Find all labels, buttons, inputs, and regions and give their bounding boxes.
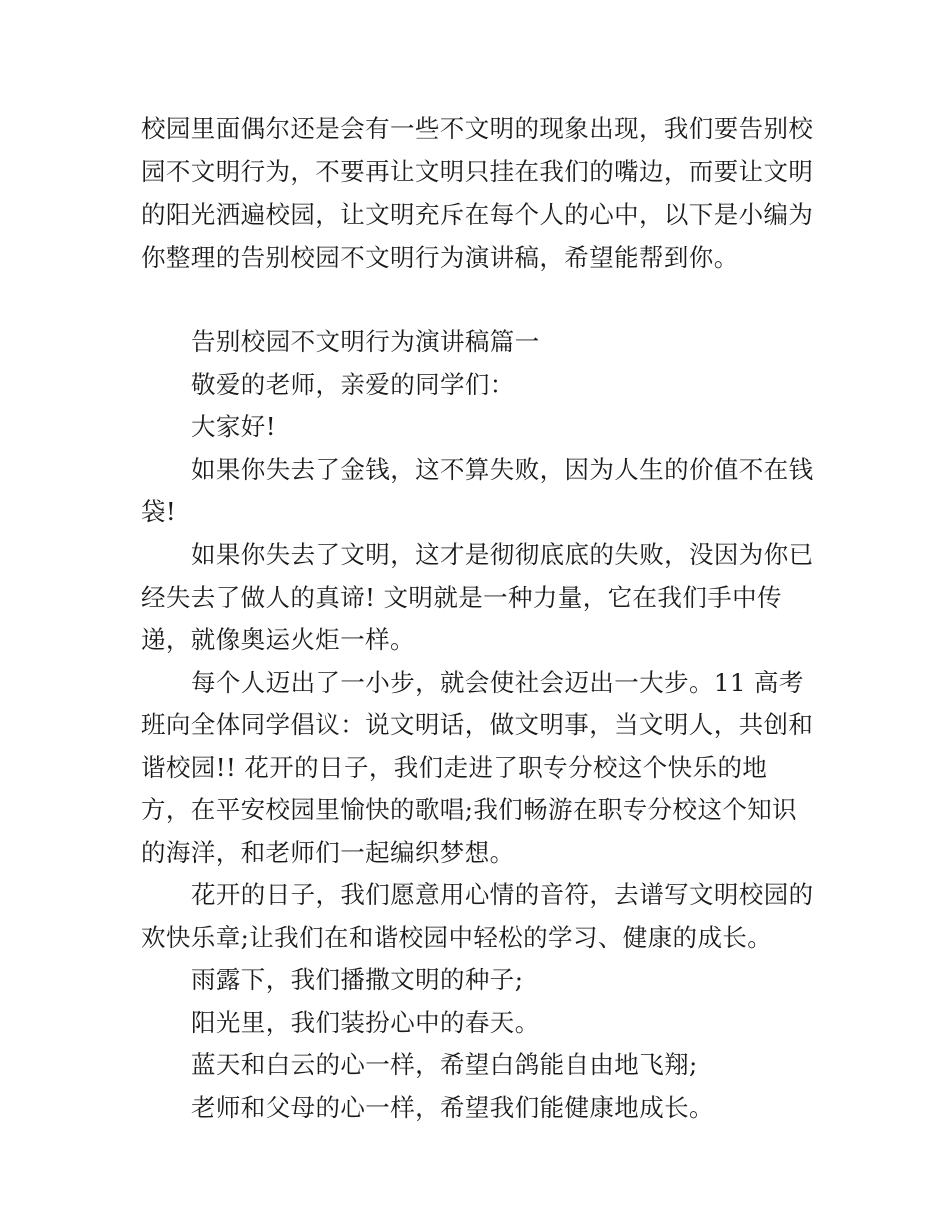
- paragraph-7: 蓝天和白云的心一样，希望白鸽能自由地飞翔;: [191, 1050, 698, 1079]
- paragraph-3-line-1: 每个人迈出了一小步，就会使社会迈出一大步。11 高考: [191, 668, 804, 697]
- intro-line-1: 校园里面偶尔还是会有一些不文明的现象出现，我们要告别校: [141, 114, 814, 143]
- section-title: 告别校园不文明行为演讲稿篇一: [191, 327, 540, 356]
- paragraph-3-line-3: 谐校园!! 花开的日子，我们走进了职专分校这个快乐的地: [141, 753, 768, 782]
- paragraph-3-line-2: 班向全体同学倡议：说文明话，做文明事，当文明人，共创和: [141, 710, 814, 739]
- paragraph-8: 老师和父母的心一样，希望我们能健康地成长。: [191, 1093, 714, 1122]
- intro-line-2: 园不文明行为，不要再让文明只挂在我们的嘴边，而要让文明: [141, 157, 814, 186]
- paragraph-6: 阳光里，我们装扮心中的春天。: [191, 1008, 540, 1037]
- paragraph-4-line-2: 欢快乐章;让我们在和谐校园中轻松的学习、健康的成长。: [141, 923, 773, 952]
- paragraph-2-line-3: 递，就像奥运火炬一样。: [141, 625, 415, 654]
- paragraph-5: 雨露下，我们播撒文明的种子;: [191, 965, 524, 994]
- paragraph-1-line-2: 袋!: [141, 497, 177, 526]
- intro-line-4: 你整理的告别校园不文明行为演讲稿，希望能帮到你。: [141, 243, 739, 272]
- paragraph-3-line-4: 方，在平安校园里愉快的歌唱;我们畅游在职专分校这个知识: [141, 795, 798, 824]
- paragraph-1-line-1: 如果你失去了金钱，这不算失败，因为人生的价值不在钱: [191, 455, 814, 484]
- paragraph-3-line-5: 的海洋，和老师们一起编织梦想。: [141, 838, 515, 867]
- paragraph-2-line-2: 经失去了做人的真谛! 文明就是一种力量，它在我们手中传: [141, 583, 782, 612]
- paragraph-2-line-1: 如果你失去了文明，这才是彻彻底底的失败，没因为你已: [191, 540, 814, 569]
- intro-line-3: 的阳光洒遍校园，让文明充斥在每个人的心中，以下是小编为: [141, 200, 814, 229]
- paragraph-4-line-1: 花开的日子，我们愿意用心情的音符，去谱写文明校园的: [191, 880, 814, 909]
- greeting: 大家好!: [191, 412, 276, 441]
- salutation: 敬爱的老师，亲爱的同学们：: [191, 370, 515, 399]
